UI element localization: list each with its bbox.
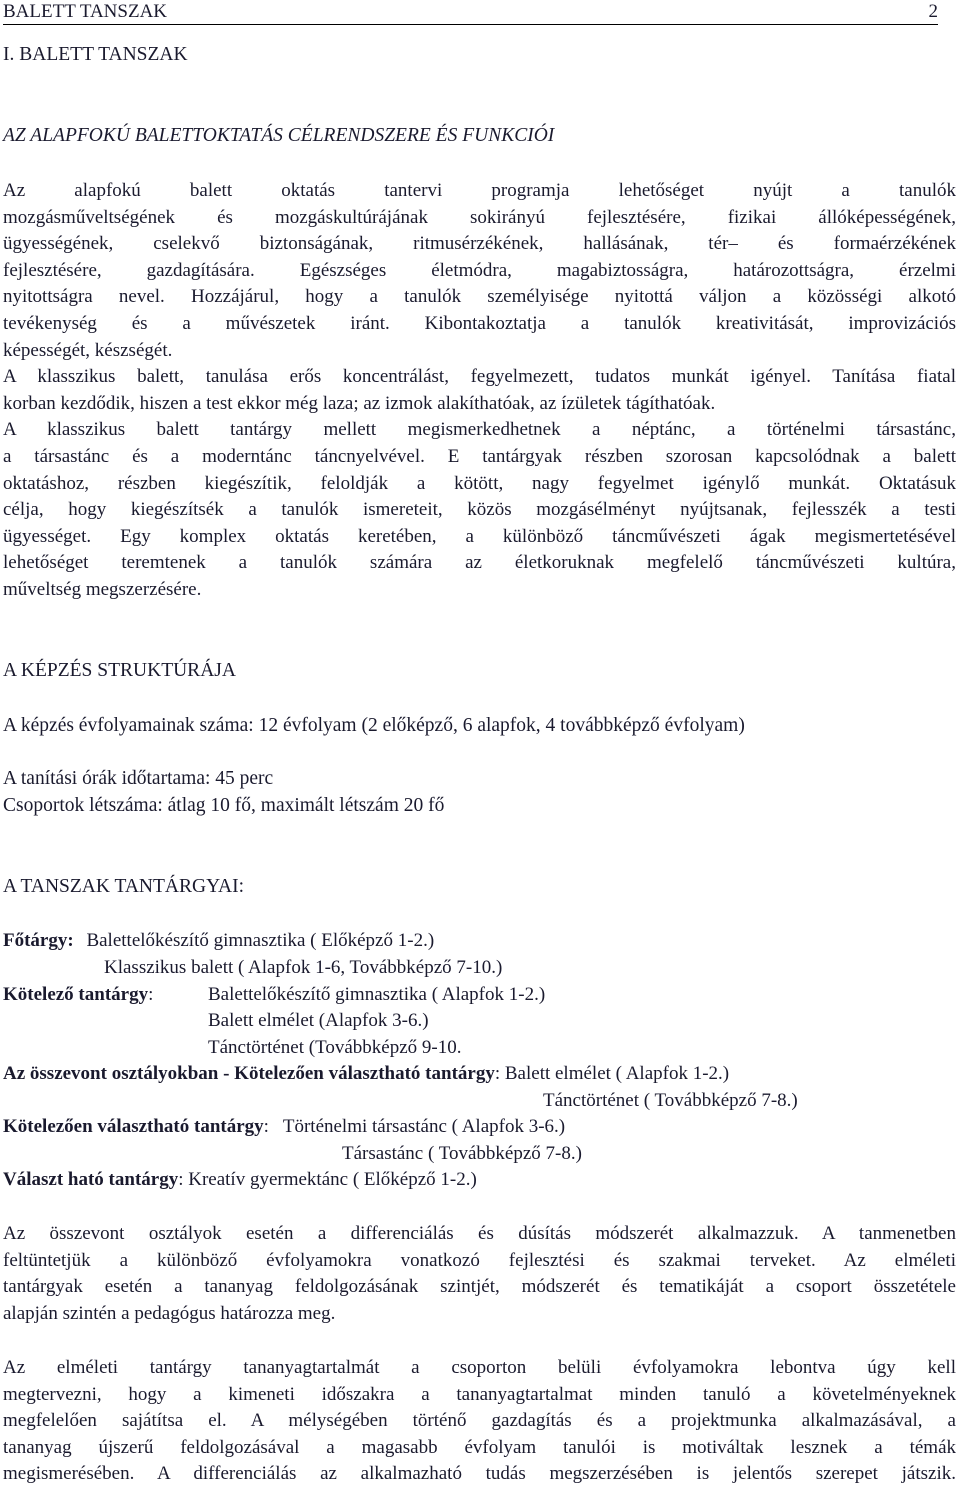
intro-line: nyitottságra nevel. Hozzájárul, hogy a tanulók személyisége nyitottá váljon a közösségi alkotó — [3, 286, 956, 308]
merged-class-subject-1: : Balett elmélet ( Alapfok 1-2.) — [494, 1063, 730, 1084]
intro-line: fejlesztésére, gazdagítására. Egészséges életmódra, magabiztosságra, határozottságra, érzelmi — [3, 259, 956, 281]
paragraph-line: tananyag újszerű feldolgozásával a magasabb évfolyam tanulói is motiváltak lesznek a témák — [3, 1436, 956, 1458]
main-subject-label: Főtárgy: — [3, 930, 74, 951]
paragraph-line: megfelelően sajátítsa el. A mélységében történő gazdagítás és a projektmunka alkalmazásával, a — [3, 1410, 956, 1432]
intro-line: célja, hogy kiegészítsék a tanulók ismereteit, közös mozgásélményt nyújtsanak, fejlesszék a testi — [3, 499, 956, 521]
paragraph-line: megismerésében. A differenciálás az alkalmazható tudás megszerzésében is jelentős szerepet játszik. — [3, 1463, 956, 1485]
compulsory-subject-3: Tánctörténet (Továbbképző 9-10. — [208, 1037, 462, 1058]
intro-line: A klasszikus balett tantárgy mellett megismerkedhetnek a néptánc, a történelmi társastánc, — [3, 419, 956, 441]
compulsory-subject-2: Balett elmélet (Alapfok 3-6.) — [208, 1010, 429, 1031]
structure-heading: A KÉPZÉS STRUKTÚRÁJA — [3, 660, 236, 681]
intro-line: ügyességet. Egy komplex oktatás keretében, a különböző táncművészeti ágak megismertetésével — [3, 525, 956, 547]
page-number: 2 — [928, 1, 938, 22]
intro-line: A klasszikus balett, tanulása erős koncentrálást, fegyelmezett, tudatos munkát igényel. Tanítása fiatal — [3, 366, 956, 388]
merged-class-row — [3, 1061, 729, 1088]
intro-line: a társastánc és a moderntánc táncnyelvével. E tantárgyak részben szorosan kapcsolódnak a balett — [3, 445, 956, 467]
optional-subject-1: : Kreatív gyermektánc ( Előképző 1-2.) — [178, 1169, 477, 1190]
paragraph-line: tantárgyak esetén a tananyag feldolgozásának szintjét, módszerét és tematikáját a csoport összetétele — [3, 1276, 956, 1298]
merged-class-label: Az összevont osztályokban - Kötelezően választható tantárgy — [3, 1063, 495, 1084]
compulsory-subject-label: Kötelező tantárgy — [3, 984, 149, 1005]
subtitle: AZ ALAPFOKÚ BALETTOKTATÁS CÉLRENDSZERE ÉS FUNKCIÓI — [3, 125, 555, 146]
merged-classes-paragraph — [3, 1221, 956, 1327]
main-subject-2: Klasszikus balett ( Alapfok 1-6, Továbbképző 7-10.) — [104, 957, 503, 978]
intro-line: lehetőséget teremtenek a tanulók számára az életkoruknak megfelelő táncművészeti kultúra, — [3, 552, 956, 574]
intro-line: oktatáshoz, részben kiegészítik, feloldják a kötött, nagy fegyelmet igénylő munkát. Oktatásuk — [3, 472, 956, 494]
section-title: I. BALETT TANSZAK — [3, 44, 188, 65]
structure-group-size: Csoportok létszáma: átlag 10 fő, maximált létszám 20 fő — [3, 795, 445, 816]
elective-subject-label: Kötelezően választható tantárgy — [3, 1116, 264, 1137]
elective-subject-row — [3, 1114, 565, 1141]
compulsory-subject-1: Balettelőkészítő gimnasztika ( Alapfok 1-2.) — [208, 984, 546, 1005]
intro-line: mozgásműveltségének és mozgáskultúrájának sokirányú fejlesztésére, fizikai állóképességének, — [3, 206, 956, 228]
elective-subject-1: : Történelmi társastánc ( Alapfok 3-6.) — [263, 1116, 566, 1137]
paragraph-line: Az elméleti tantárgy tananyagtartalmát a csoporton belüli évfolyamokra lebontva úgy kell — [3, 1357, 956, 1378]
paragraph-line: alapján szintén a pedagógus határozza meg. — [3, 1302, 336, 1324]
paragraph-line: Az összevont osztályok esetén a differenciálás és dúsítás módszerét alkalmazzuk. A tanmenetben — [3, 1223, 956, 1244]
intro-line: tevékenység és a művészetek iránt. Kibontakoztatja a tanulók kreativitását, improvizációs — [3, 312, 956, 334]
subjects-heading: A TANSZAK TANTÁRGYAI: — [3, 876, 244, 897]
main-subject-row — [3, 928, 434, 955]
elective-subject-2: Társastánc ( Továbbképző 7-8.) — [342, 1143, 582, 1164]
intro-line: műveltség megszerzésére. — [3, 578, 202, 600]
structure-duration: A tanítási órák időtartama: 45 perc — [3, 768, 274, 789]
header-title: BALETT TANSZAK — [3, 1, 168, 22]
intro-paragraph — [3, 178, 956, 604]
intro-line: ügyességének, cselekvő biztonságának, ritmusérzékének, hallásának, tér– és formaérzékének — [3, 233, 956, 255]
merged-class-subject-2: Tánctörténet ( Továbbképző 7-8.) — [543, 1090, 798, 1111]
page-header — [3, 0, 938, 25]
structure-years: A képzés évfolyamainak száma: 12 évfolyam (2 előképző, 6 alapfok, 4 továbbképző évfolyam) — [3, 715, 745, 736]
theory-subjects-paragraph — [3, 1355, 956, 1488]
paragraph-line: feltüntetjük a különböző évfolyamokra vonatkozó fejlesztési és szakmai terveket. Az elméleti — [3, 1249, 956, 1271]
compulsory-subject-row — [3, 982, 153, 1009]
intro-line: Az alapfokú balett oktatás tantervi programja lehetőséget nyújt a tanulók — [3, 180, 956, 201]
main-subject-1: Balettelőkészítő gimnasztika ( Előképző 1-2.) — [86, 930, 435, 951]
paragraph-line: megtervezni, hogy a kimeneti időszakra a tananyagtartalmat minden tanuló a követelményeknek — [3, 1383, 956, 1405]
intro-line: korban kezdődik, hiszen a test ekkor még laza; az izmok alakíthatóak, az ízületek tágíthatóak. — [3, 392, 716, 414]
optional-subject-label: Választ ható tantárgy — [3, 1169, 179, 1190]
intro-line: képességét, készségét. — [3, 339, 173, 361]
optional-subject-row — [3, 1167, 477, 1194]
compulsory-colon: : — [148, 984, 154, 1005]
